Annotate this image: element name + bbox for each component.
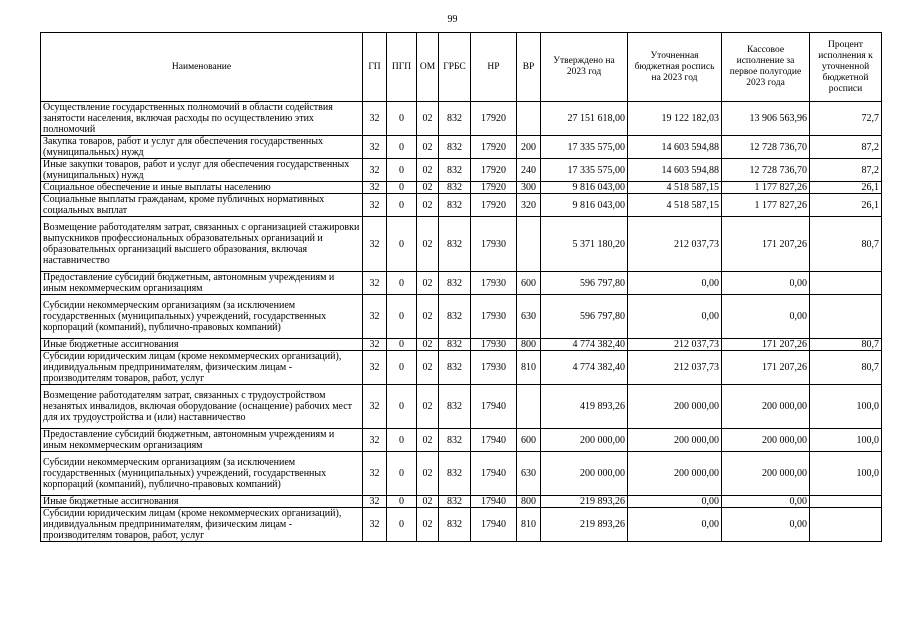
cell-pgp: 0 xyxy=(387,159,417,182)
cell-approved: 200 000,00 xyxy=(541,452,628,496)
cell-grbs: 832 xyxy=(439,136,471,159)
cell-refined: 212 037,73 xyxy=(628,217,722,272)
cell-percent: 100,0 xyxy=(810,385,882,429)
header-refined: Уточненная бюджетная роспись на 2023 год xyxy=(628,33,722,102)
cell-nr: 17940 xyxy=(471,496,517,508)
cell-pgp: 0 xyxy=(387,295,417,339)
cell-gp: 32 xyxy=(363,295,387,339)
cell-nr: 17940 xyxy=(471,385,517,429)
cell-percent: 100,0 xyxy=(810,429,882,452)
cell-name: Предоставление субсидий бюджетным, автономным учреждениям и иным некоммерческим организациям xyxy=(41,429,363,452)
cell-refined: 212 037,73 xyxy=(628,351,722,385)
cell-pgp: 0 xyxy=(387,385,417,429)
cell-gp: 32 xyxy=(363,102,387,136)
table-row xyxy=(41,194,882,217)
cell-vr: 240 xyxy=(517,159,541,182)
cell-gp: 32 xyxy=(363,385,387,429)
cell-grbs: 832 xyxy=(439,452,471,496)
cell-cash: 200 000,00 xyxy=(722,385,810,429)
cell-grbs: 832 xyxy=(439,295,471,339)
cell-gp: 32 xyxy=(363,339,387,351)
cell-nr: 17930 xyxy=(471,295,517,339)
cell-vr: 300 xyxy=(517,182,541,194)
cell-om: 02 xyxy=(417,339,439,351)
cell-pgp: 0 xyxy=(387,182,417,194)
cell-refined: 4 518 587,15 xyxy=(628,182,722,194)
cell-name: Социальные выплаты гражданам, кроме публичных нормативных социальных выплат xyxy=(41,194,363,217)
cell-refined: 14 603 594,88 xyxy=(628,159,722,182)
cell-approved: 27 151 618,00 xyxy=(541,102,628,136)
cell-percent xyxy=(810,496,882,508)
cell-cash: 12 728 736,70 xyxy=(722,159,810,182)
cell-om: 02 xyxy=(417,272,439,295)
page-number: 99 xyxy=(447,14,458,25)
table-row xyxy=(41,452,882,496)
cell-percent xyxy=(810,272,882,295)
cell-vr: 600 xyxy=(517,272,541,295)
cell-cash: 1 177 827,26 xyxy=(722,182,810,194)
cell-vr: 630 xyxy=(517,295,541,339)
cell-nr: 17920 xyxy=(471,102,517,136)
cell-approved: 200 000,00 xyxy=(541,429,628,452)
cell-approved: 17 335 575,00 xyxy=(541,159,628,182)
table-row xyxy=(41,295,882,339)
cell-vr: 810 xyxy=(517,351,541,385)
cell-refined: 200 000,00 xyxy=(628,385,722,429)
cell-approved: 9 816 043,00 xyxy=(541,194,628,217)
table-row xyxy=(41,339,882,351)
cell-pgp: 0 xyxy=(387,351,417,385)
cell-gp: 32 xyxy=(363,508,387,542)
cell-approved: 596 797,80 xyxy=(541,295,628,339)
cell-vr xyxy=(517,217,541,272)
cell-nr: 17920 xyxy=(471,194,517,217)
cell-refined: 14 603 594,88 xyxy=(628,136,722,159)
cell-pgp: 0 xyxy=(387,496,417,508)
cell-om: 02 xyxy=(417,295,439,339)
cell-name: Субсидии некоммерческим организациям (за исключением государственных (муниципальных) учреждений, государственных корпораций (компаний), публично-правовых компаний) xyxy=(41,295,363,339)
cell-grbs: 832 xyxy=(439,272,471,295)
cell-pgp: 0 xyxy=(387,102,417,136)
cell-vr xyxy=(517,385,541,429)
cell-cash: 171 207,26 xyxy=(722,351,810,385)
cell-grbs: 832 xyxy=(439,102,471,136)
cell-name: Возмещение работодателям затрат, связанных с организацией стажировки выпускников профессиональных образовательных организаций и образовательных организаций высшего образования, включая наставничество xyxy=(41,217,363,272)
cell-cash: 12 728 736,70 xyxy=(722,136,810,159)
table-row xyxy=(41,102,882,136)
cell-refined: 4 518 587,15 xyxy=(628,194,722,217)
cell-name: Социальное обеспечение и иные выплаты населению xyxy=(41,182,363,194)
cell-percent xyxy=(810,508,882,542)
cell-nr: 17940 xyxy=(471,452,517,496)
cell-gp: 32 xyxy=(363,159,387,182)
cell-gp: 32 xyxy=(363,351,387,385)
table-row xyxy=(41,182,882,194)
cell-refined: 0,00 xyxy=(628,295,722,339)
cell-om: 02 xyxy=(417,429,439,452)
cell-cash: 13 906 563,96 xyxy=(722,102,810,136)
cell-vr xyxy=(517,102,541,136)
cell-approved: 419 893,26 xyxy=(541,385,628,429)
cell-name: Субсидии юридическим лицам (кроме некоммерческих организаций), индивидуальным предпринимателям, физическим лицам - производителям товаров, работ, услуг xyxy=(41,351,363,385)
cell-grbs: 832 xyxy=(439,339,471,351)
cell-approved: 9 816 043,00 xyxy=(541,182,628,194)
header-om: ОМ xyxy=(417,33,439,102)
table-row xyxy=(41,351,882,385)
cell-nr: 17920 xyxy=(471,182,517,194)
table-row xyxy=(41,272,882,295)
header-percent: Процент исполнения к уточненной бюджетной росписи xyxy=(810,33,882,102)
cell-refined: 19 122 182,03 xyxy=(628,102,722,136)
cell-cash: 0,00 xyxy=(722,496,810,508)
cell-om: 02 xyxy=(417,351,439,385)
cell-nr: 17920 xyxy=(471,136,517,159)
header-gp: ГП xyxy=(363,33,387,102)
table-row xyxy=(41,496,882,508)
cell-grbs: 832 xyxy=(439,351,471,385)
cell-cash: 1 177 827,26 xyxy=(722,194,810,217)
cell-cash: 171 207,26 xyxy=(722,217,810,272)
cell-cash: 200 000,00 xyxy=(722,429,810,452)
cell-approved: 219 893,26 xyxy=(541,496,628,508)
cell-vr: 600 xyxy=(517,429,541,452)
cell-om: 02 xyxy=(417,194,439,217)
header-grbs: ГРБС xyxy=(439,33,471,102)
cell-grbs: 832 xyxy=(439,508,471,542)
cell-grbs: 832 xyxy=(439,182,471,194)
table-row xyxy=(41,508,882,542)
cell-gp: 32 xyxy=(363,217,387,272)
cell-percent: 80,7 xyxy=(810,351,882,385)
cell-gp: 32 xyxy=(363,452,387,496)
cell-approved: 5 371 180,20 xyxy=(541,217,628,272)
header-name: Наименование xyxy=(41,33,363,102)
cell-approved: 4 774 382,40 xyxy=(541,351,628,385)
header-vr: ВР xyxy=(517,33,541,102)
cell-pgp: 0 xyxy=(387,339,417,351)
cell-refined: 200 000,00 xyxy=(628,429,722,452)
cell-om: 02 xyxy=(417,508,439,542)
cell-vr: 800 xyxy=(517,339,541,351)
cell-cash: 0,00 xyxy=(722,295,810,339)
cell-vr: 800 xyxy=(517,496,541,508)
cell-cash: 0,00 xyxy=(722,508,810,542)
cell-grbs: 832 xyxy=(439,385,471,429)
cell-refined: 200 000,00 xyxy=(628,452,722,496)
cell-grbs: 832 xyxy=(439,159,471,182)
cell-om: 02 xyxy=(417,385,439,429)
cell-percent xyxy=(810,295,882,339)
table-row xyxy=(41,385,882,429)
header-cash: Кассовое исполнение за первое полугодие 2023 года xyxy=(722,33,810,102)
cell-approved: 4 774 382,40 xyxy=(541,339,628,351)
cell-name: Предоставление субсидий бюджетным, автономным учреждениям и иным некоммерческим организациям xyxy=(41,272,363,295)
cell-pgp: 0 xyxy=(387,508,417,542)
cell-pgp: 0 xyxy=(387,136,417,159)
cell-gp: 32 xyxy=(363,136,387,159)
cell-percent: 80,7 xyxy=(810,217,882,272)
cell-percent: 100,0 xyxy=(810,452,882,496)
cell-pgp: 0 xyxy=(387,217,417,272)
cell-name: Возмещение работодателям затрат, связанных с трудоустройством незанятых инвалидов, включая оборудование (оснащение) рабочих мест для их трудоустройства и (или) наставничество xyxy=(41,385,363,429)
header-nr: НР xyxy=(471,33,517,102)
table-row xyxy=(41,159,882,182)
cell-name: Иные бюджетные ассигнования xyxy=(41,339,363,351)
table-header-row xyxy=(41,33,882,102)
cell-percent: 72,7 xyxy=(810,102,882,136)
cell-pgp: 0 xyxy=(387,272,417,295)
cell-om: 02 xyxy=(417,102,439,136)
cell-om: 02 xyxy=(417,217,439,272)
cell-grbs: 832 xyxy=(439,194,471,217)
cell-nr: 17920 xyxy=(471,159,517,182)
cell-name: Субсидии юридическим лицам (кроме некоммерческих организаций), индивидуальным предпринимателям, физическим лицам - производителям товаров, работ, услуг xyxy=(41,508,363,542)
cell-grbs: 832 xyxy=(439,217,471,272)
cell-gp: 32 xyxy=(363,496,387,508)
cell-om: 02 xyxy=(417,452,439,496)
header-approved: Утверждено на 2023 год xyxy=(541,33,628,102)
header-pgp: ПГП xyxy=(387,33,417,102)
budget-table xyxy=(40,32,882,542)
cell-om: 02 xyxy=(417,496,439,508)
cell-name: Субсидии некоммерческим организациям (за исключением государственных (муниципальных) учреждений, государственных корпораций (компаний), публично-правовых компаний) xyxy=(41,452,363,496)
cell-nr: 17930 xyxy=(471,351,517,385)
cell-refined: 212 037,73 xyxy=(628,339,722,351)
table-body xyxy=(41,102,882,542)
cell-nr: 17930 xyxy=(471,339,517,351)
cell-nr: 17930 xyxy=(471,217,517,272)
cell-vr: 200 xyxy=(517,136,541,159)
cell-vr: 630 xyxy=(517,452,541,496)
cell-om: 02 xyxy=(417,182,439,194)
cell-percent: 26,1 xyxy=(810,194,882,217)
cell-vr: 320 xyxy=(517,194,541,217)
cell-cash: 200 000,00 xyxy=(722,452,810,496)
cell-cash: 171 207,26 xyxy=(722,339,810,351)
cell-gp: 32 xyxy=(363,429,387,452)
cell-cash: 0,00 xyxy=(722,272,810,295)
cell-percent: 26,1 xyxy=(810,182,882,194)
cell-refined: 0,00 xyxy=(628,272,722,295)
cell-percent: 87,2 xyxy=(810,159,882,182)
cell-gp: 32 xyxy=(363,272,387,295)
cell-name: Осуществление государственных полномочий в области содействия занятости населения, включая расходы по осуществлению этих полномочий xyxy=(41,102,363,136)
cell-grbs: 832 xyxy=(439,429,471,452)
cell-nr: 17940 xyxy=(471,508,517,542)
cell-nr: 17940 xyxy=(471,429,517,452)
cell-approved: 596 797,80 xyxy=(541,272,628,295)
cell-refined: 0,00 xyxy=(628,508,722,542)
table-row xyxy=(41,136,882,159)
cell-approved: 17 335 575,00 xyxy=(541,136,628,159)
cell-percent: 87,2 xyxy=(810,136,882,159)
cell-refined: 0,00 xyxy=(628,496,722,508)
cell-pgp: 0 xyxy=(387,429,417,452)
cell-pgp: 0 xyxy=(387,452,417,496)
cell-gp: 32 xyxy=(363,194,387,217)
table-row xyxy=(41,217,882,272)
cell-pgp: 0 xyxy=(387,194,417,217)
cell-nr: 17930 xyxy=(471,272,517,295)
cell-vr: 810 xyxy=(517,508,541,542)
cell-name: Иные закупки товаров, работ и услуг для обеспечения государственных (муниципальных) нужд xyxy=(41,159,363,182)
cell-om: 02 xyxy=(417,159,439,182)
cell-grbs: 832 xyxy=(439,496,471,508)
cell-name: Иные бюджетные ассигнования xyxy=(41,496,363,508)
cell-name: Закупка товаров, работ и услуг для обеспечения государственных (муниципальных) нужд xyxy=(41,136,363,159)
cell-gp: 32 xyxy=(363,182,387,194)
cell-om: 02 xyxy=(417,136,439,159)
cell-approved: 219 893,26 xyxy=(541,508,628,542)
table-row xyxy=(41,429,882,452)
cell-percent: 80,7 xyxy=(810,339,882,351)
